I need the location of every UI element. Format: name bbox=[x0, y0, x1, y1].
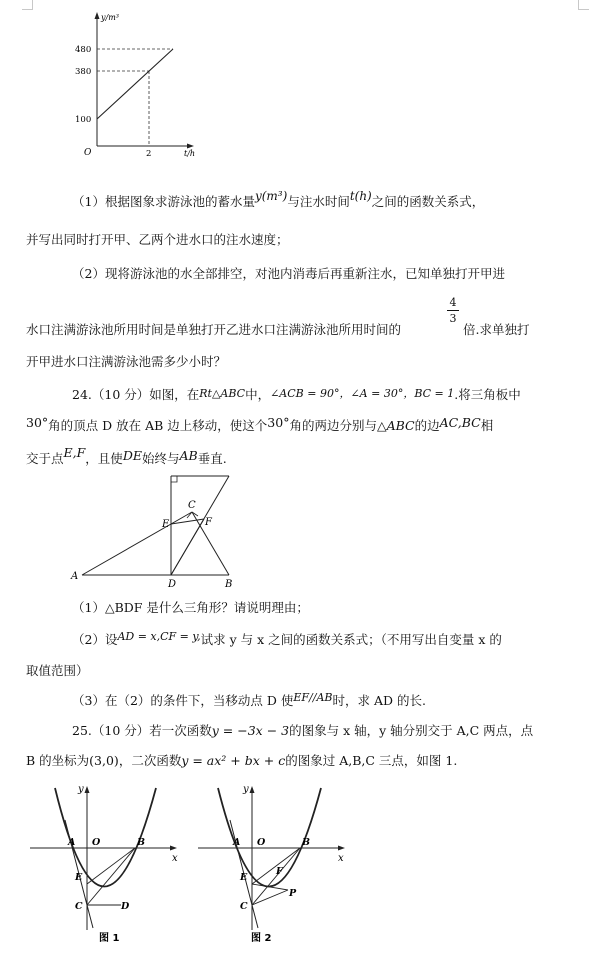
fig1-label-A: A bbox=[68, 837, 76, 848]
q24-sub3: （3）在（2）的条件下，当移动点 D 使EF//AB时，求 AD 的长. bbox=[72, 691, 426, 708]
q24-line2: 30°角的顶点 D 放在 AB 边上移动，使这个30°角的两边分别与△ABC的边AC,BC相 bbox=[26, 415, 494, 433]
fig2-label-F: F bbox=[276, 866, 283, 877]
graph-x-tick-2: 2 bbox=[146, 149, 152, 158]
q23-part2-line2: 水口注满游泳池所用时间是单独打开乙进水口注满游泳池所用时间的 bbox=[26, 322, 402, 337]
water-volume-graph bbox=[70, 8, 220, 158]
fig1-label-B: B bbox=[137, 837, 146, 848]
fig2-x-label: x bbox=[338, 853, 344, 864]
fig1-label-E: E bbox=[75, 872, 83, 883]
q23-part1-line2: 并写出同时打开甲、乙两个进水口的注水速度； bbox=[26, 232, 289, 247]
graph-y-axis-label: y/m³ bbox=[101, 13, 120, 22]
graph-x-axis-label: t/h bbox=[184, 149, 196, 158]
graph-y-tick-380: 380 bbox=[75, 67, 92, 77]
q24-sub2-line1: （2）设AD = x,CF = y,试求 y 与 x 之间的函数关系式；（不用写出自变量 x 的 bbox=[72, 630, 502, 647]
parabola-figure-1 bbox=[20, 780, 190, 945]
fig2-label-O: O bbox=[257, 837, 266, 848]
fig1-y-label: y bbox=[78, 784, 84, 795]
fig2-caption: 图 2 bbox=[251, 933, 272, 944]
q24-line1: 24.（10 分）如图，在Rt△ABC中，∠ACB = 90°，∠A = 30°，BC = 1.将三角板中 bbox=[72, 387, 521, 402]
fig2-label-P: P bbox=[289, 888, 297, 899]
fig1-caption: 图 1 bbox=[99, 933, 120, 944]
q23-part2-line1: （2）现将游泳池的水全部排空，对池内消毒后再重新注水，已知单独打开甲进 bbox=[72, 266, 505, 281]
q23-part2-line3: 开甲进水口注满游泳池需多少小时？ bbox=[26, 354, 227, 369]
triangle-figure bbox=[68, 468, 248, 593]
q23-part1-line1: （1）根据图象求游泳池的蓄水量y(m³)与注水时间t(h)之间的函数关系式， bbox=[72, 189, 485, 209]
fraction-four-thirds bbox=[447, 296, 459, 325]
fig1-label-D: D bbox=[121, 901, 130, 912]
q24-sub1: （1）△BDF 是什么三角形？请说明理由； bbox=[72, 600, 309, 615]
q25-line2: B 的坐标为(3,0)，二次函数y = ax² + bx + c的图象过 A,B,C 三点，如图 1. bbox=[26, 753, 458, 768]
fig2-y-label: y bbox=[243, 784, 249, 795]
graph-origin-label: O bbox=[84, 148, 92, 158]
point-label-B: B bbox=[225, 579, 233, 590]
fig1-label-O: O bbox=[92, 837, 101, 848]
parabola-figure-2 bbox=[188, 780, 358, 945]
q24-sub2-line2: 取值范围） bbox=[26, 663, 89, 678]
q25-line1: 25.（10 分）若一次函数y = −3x − 3的图象与 x 轴，y 轴分别交于 A,C 两点，点 bbox=[72, 723, 534, 738]
fig2-label-E: E bbox=[240, 872, 248, 883]
fraction-denominator: 3 bbox=[449, 312, 457, 325]
q23-part2-line2-end: 倍.求单独打 bbox=[463, 322, 530, 337]
point-label-E: E bbox=[162, 519, 170, 530]
page-corner-mark-left bbox=[22, 0, 33, 10]
point-label-C: C bbox=[188, 500, 196, 511]
fig1-x-label: x bbox=[172, 853, 178, 864]
graph-y-tick-100: 100 bbox=[75, 115, 92, 125]
point-label-D: D bbox=[168, 579, 177, 590]
fig2-label-C: C bbox=[240, 901, 248, 912]
q24-line3: 交于点E,F，且使DE始终与AB垂直. bbox=[26, 445, 227, 466]
page-corner-mark-right bbox=[578, 0, 589, 10]
point-label-A: A bbox=[71, 571, 79, 582]
fig1-label-C: C bbox=[75, 901, 83, 912]
fig2-label-B: B bbox=[302, 837, 311, 848]
fraction-numerator: 4 bbox=[449, 296, 457, 309]
fig2-label-A: A bbox=[233, 837, 241, 848]
point-label-F: F bbox=[205, 517, 212, 528]
graph-y-tick-480: 480 bbox=[75, 45, 92, 55]
